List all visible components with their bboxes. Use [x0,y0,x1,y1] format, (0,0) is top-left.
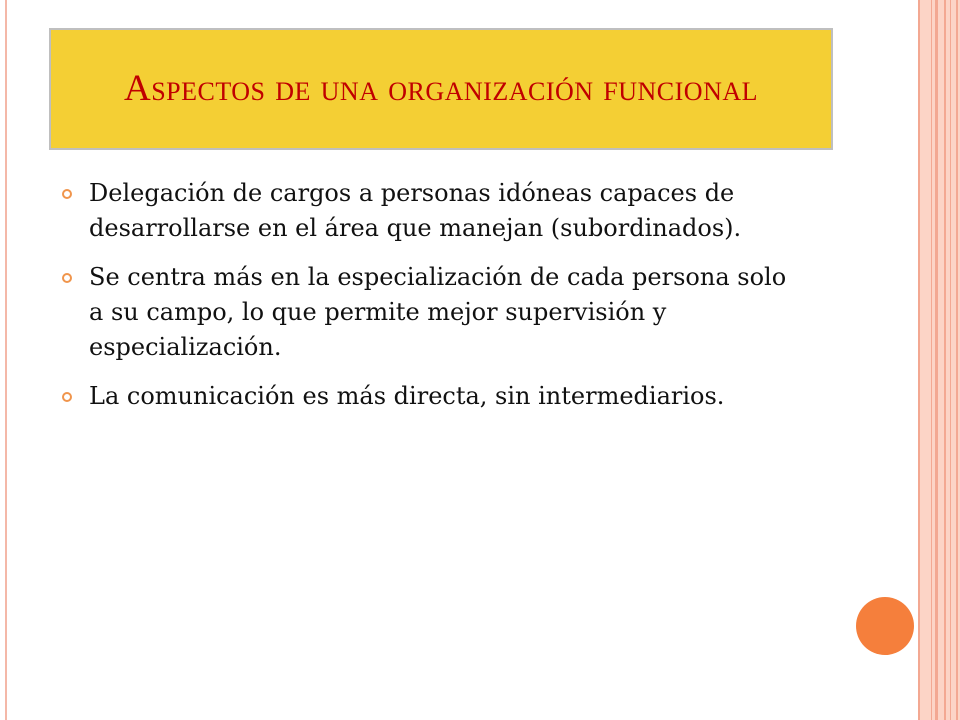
stripe [935,0,938,720]
right-decorative-stripes [918,0,960,720]
decorative-circle [856,597,914,655]
bullet-list [58,176,788,428]
bullet-text: La comunicación es más directa, sin intermediarios. [89,382,725,410]
stripe [931,0,932,720]
left-border-line [5,0,7,720]
stripe [950,0,951,720]
bullet-item [58,176,788,246]
bullet-circle-icon [62,273,72,283]
slide-title: Aspectos de una organización funcional [123,68,759,109]
stripe [944,0,946,720]
bullet-text: Delegación de cargos a personas idóneas capaces de desarrollarse en el área que manejan (subordinados). [89,179,742,242]
bullet-circle-icon [62,392,72,402]
title-box [49,28,833,150]
bullet-item [58,379,788,414]
stripe [918,0,920,720]
stripe [956,0,958,720]
bullet-item [58,260,788,365]
bullet-text: Se centra más en la especialización de cada persona solo a su campo, lo que permite mejor supervisión y especialización. [89,263,787,361]
bullet-circle-icon [62,189,72,199]
